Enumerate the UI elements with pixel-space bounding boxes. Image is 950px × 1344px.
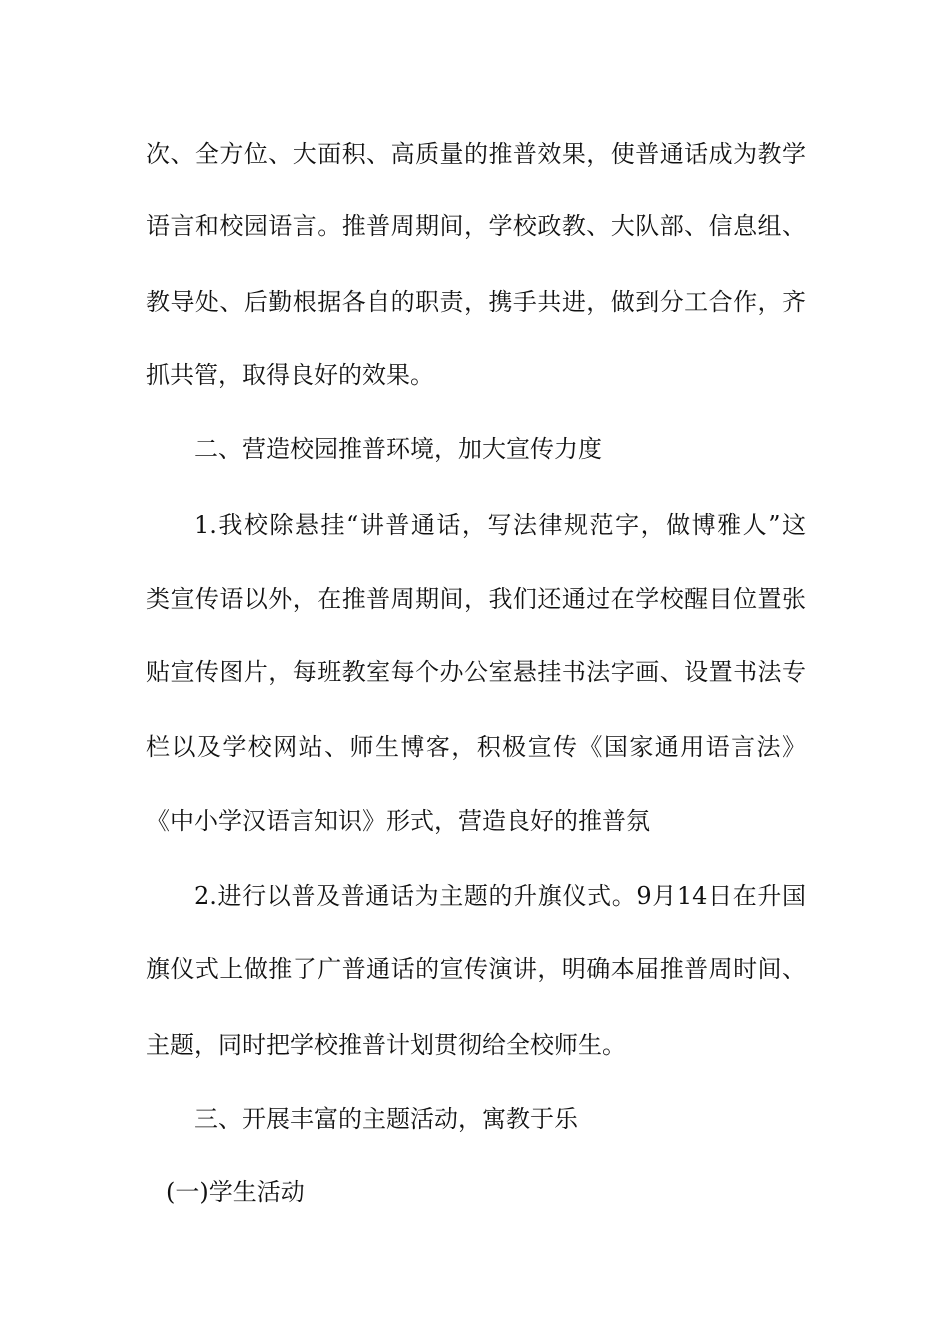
paragraph-line: 2.进行以普及普通话为主题的升旗仪式。9月14日在升国 — [194, 882, 806, 910]
paragraph-line: 栏以及学校网站、师生博客，积极宣传《国家通用语言法》 — [146, 733, 806, 761]
paragraph-line: 主题，同时把学校推普计划贯彻给全校师生。 — [146, 1031, 626, 1059]
paragraph-line: 1.我校除悬挂“讲普通话，写法律规范字，做博雅人”这 — [194, 511, 806, 539]
paragraph-line: 旗仪式上做推了广普通话的宣传演讲，明确本届推普周时间、 — [146, 955, 806, 983]
paragraph-line: 《中小学汉语言知识》形式，营造良好的推普氛 — [146, 807, 650, 835]
paragraph-line: 教导处、后勤根据各自的职责，携手共进，做到分工合作，齐 — [146, 288, 806, 316]
paragraph-line: 类宣传语以外，在推普周期间，我们还通过在学校醒目位置张 — [146, 585, 806, 613]
paragraph-line: 次、全方位、大面积、高质量的推普效果，使普通话成为教学 — [146, 140, 806, 168]
section-heading: 二、营造校园推普环境，加大宣传力度 — [194, 435, 602, 463]
paragraph-line: 贴宣传图片，每班教室每个办公室悬挂书法字画、设置书法专 — [146, 658, 806, 686]
paragraph-line: 抓共管，取得良好的效果。 — [146, 361, 434, 389]
subsection-heading: (一)学生活动 — [166, 1178, 305, 1206]
section-heading: 三、开展丰富的主题活动，寓教于乐 — [194, 1105, 578, 1133]
paragraph-line: 语言和校园语言。推普周期间，学校政教、大队部、信息组、 — [146, 212, 806, 240]
